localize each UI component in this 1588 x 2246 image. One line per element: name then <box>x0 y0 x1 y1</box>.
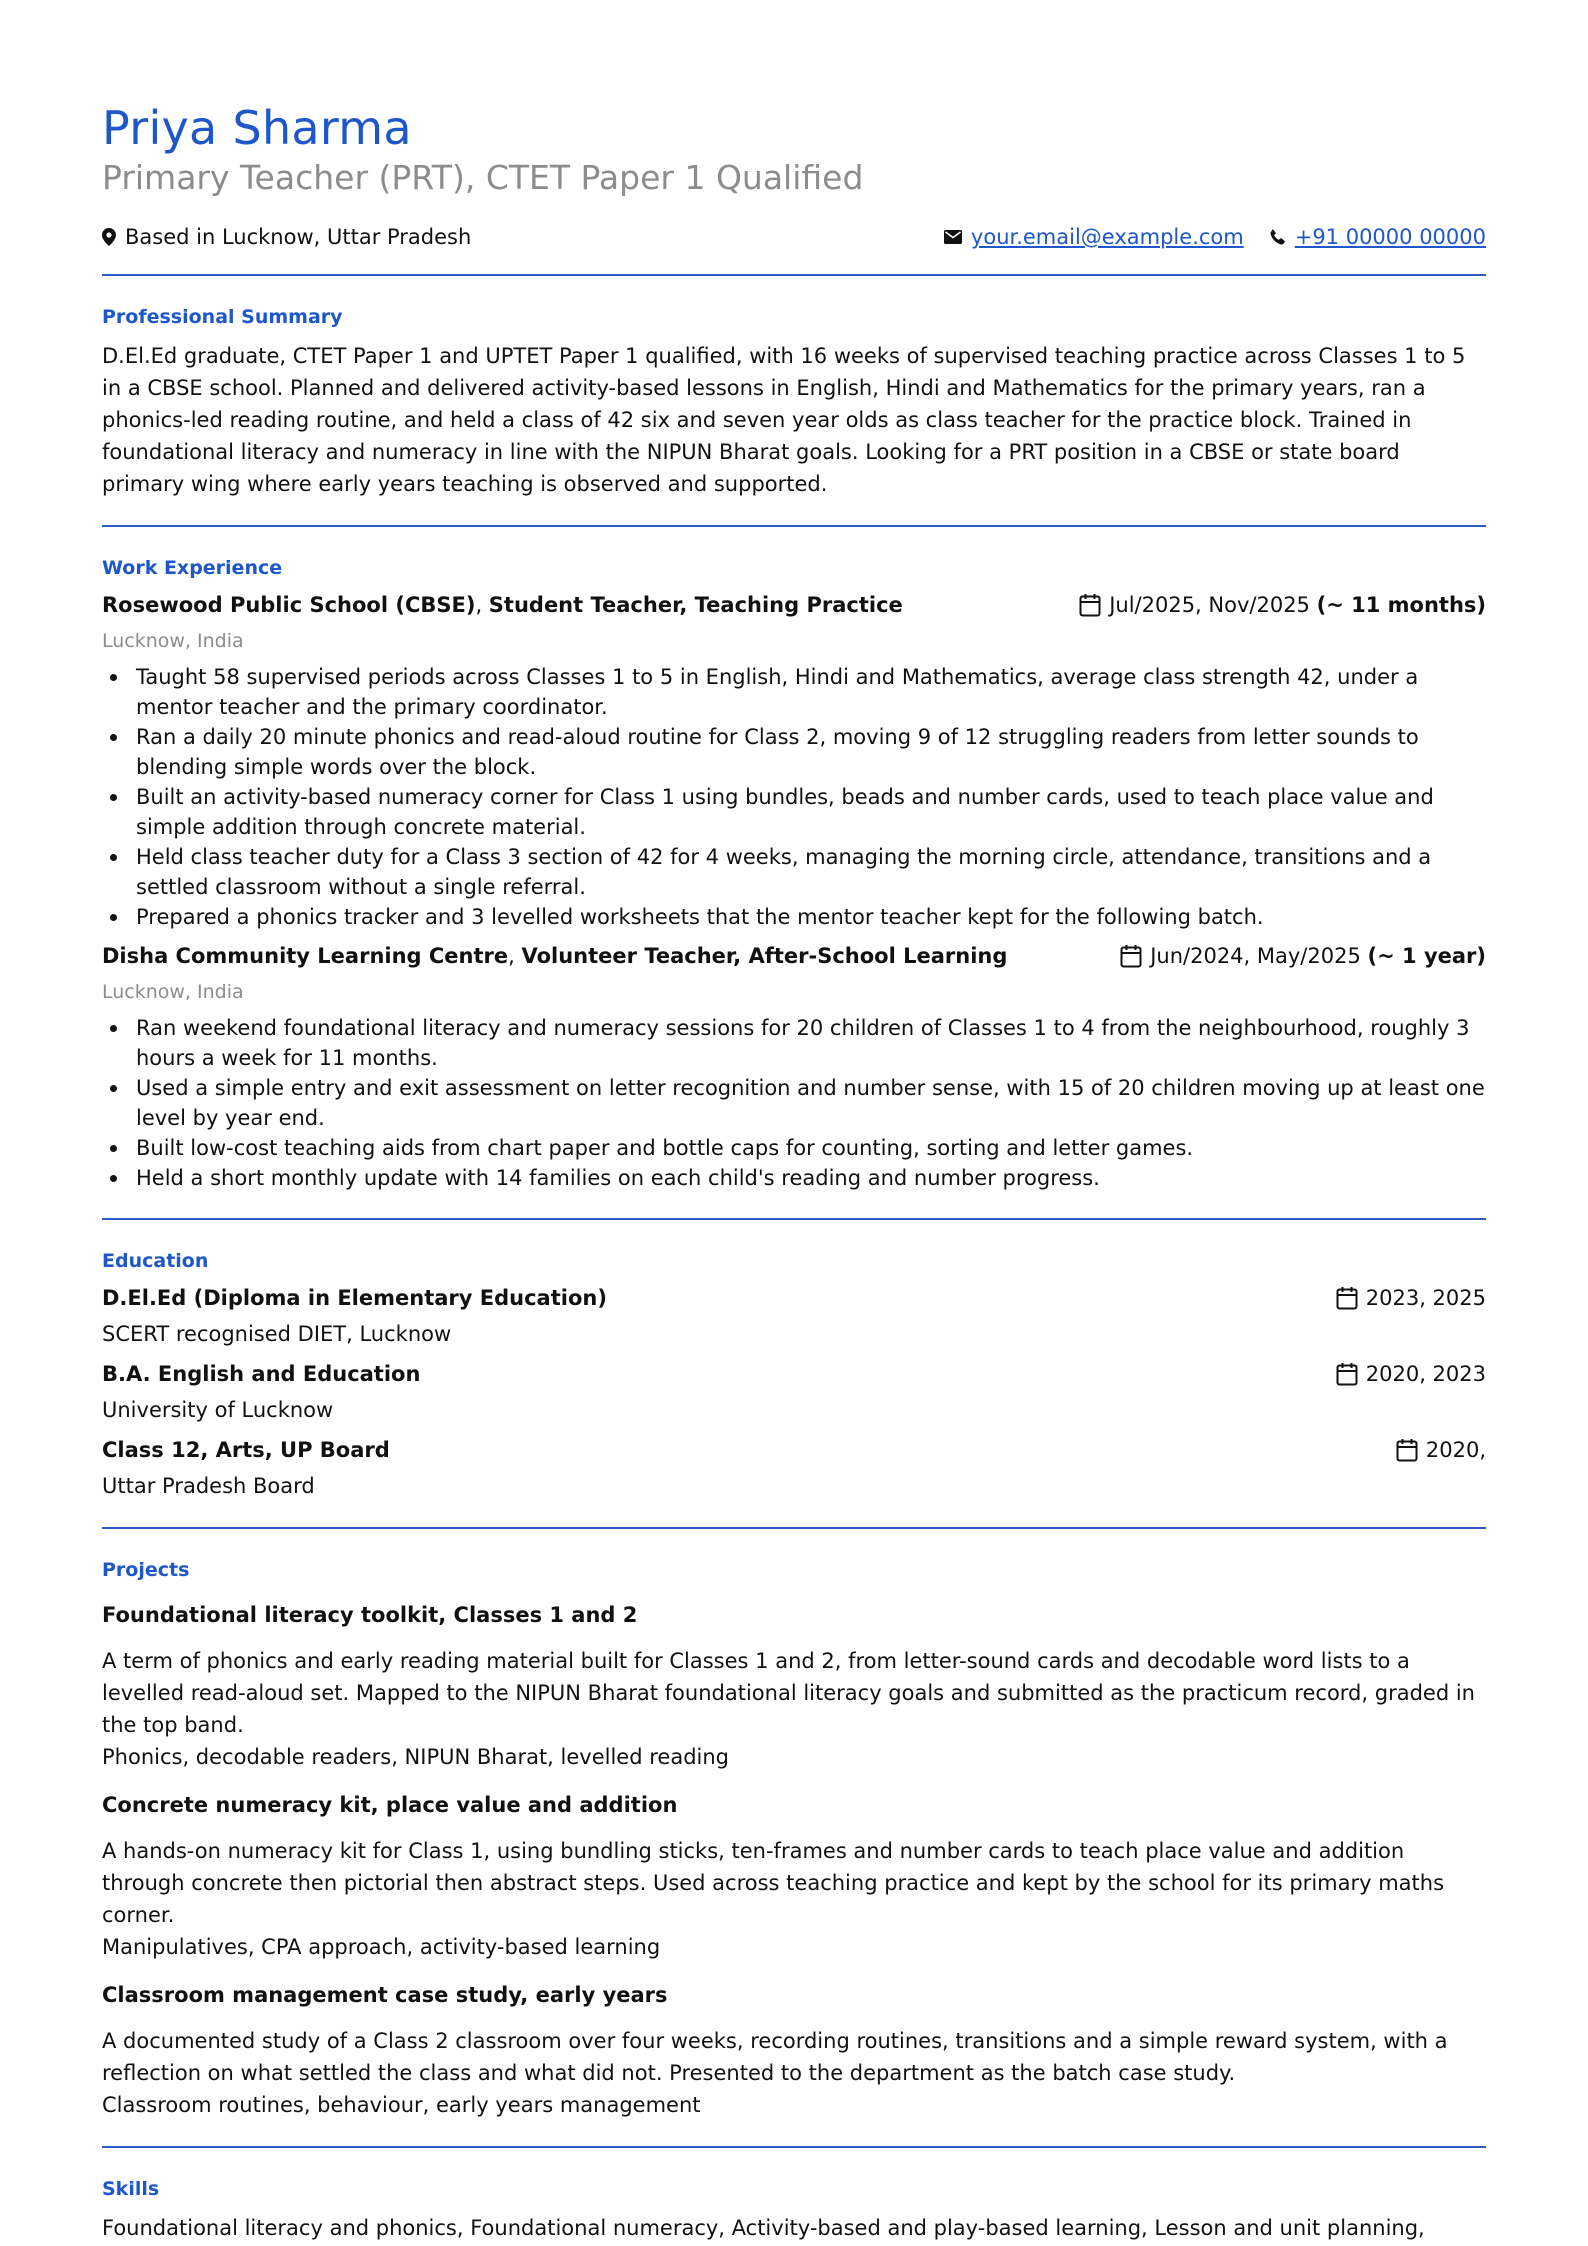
job-header: Disha Community Learning Centre, Volunteer Teacher, After-School Learning Jun/2024, May/2025 (~ 1 year) <box>102 940 1486 972</box>
education-header <box>102 1282 1486 1314</box>
degree-name: Class 12, Arts, UP Board <box>102 1438 390 1462</box>
candidate-name: Priya Sharma <box>102 101 412 155</box>
email-contact[interactable] <box>944 225 1244 249</box>
section-divider <box>102 525 1486 527</box>
experience-heading: Work Experience <box>102 557 283 579</box>
education-entry <box>102 1434 1486 1502</box>
date-range: 2023, 2025 <box>1365 1286 1486 1310</box>
bullet-item: Taught 58 supervised periods across Classes 1 to 5 in English, Hindi and Mathematics, average class strength 42, under a mentor teacher and the primary coordinator. <box>102 662 1486 722</box>
bullet-item: Built low-cost teaching aids from chart paper and bottle caps for counting, sorting and letter games. <box>102 1133 1486 1163</box>
duration: (~ 1 year) <box>1367 944 1486 968</box>
date-range: 2020, <box>1425 1438 1486 1462</box>
summary-text: D.El.Ed graduate, CTET Paper 1 and UPTET Paper 1 qualified, with 16 weeks of supervised teaching practice across Classes 1 to 5 in a CBSE school. Planned and delivered activity-based lessons in English, Hindi and Mathematics for the primary years, ran a phonics-led reading routine, and held a class of 42 six and seven year olds as class teacher for the practice block. Trained in foundational literacy and numeracy in line with the NIPUN Bharat goals. Looking for a PRT position in a CBSE or state board primary wing where early years teaching is observed and supported. <box>102 344 1466 496</box>
calendar-icon <box>1079 593 1101 617</box>
project-tags: Phonics, decodable readers, NIPUN Bharat, levelled reading <box>102 1745 729 1769</box>
job-role: Student Teacher, Teaching Practice <box>488 593 903 617</box>
job-dates <box>1120 940 1486 972</box>
bullet-item: Built an activity-based numeracy corner for Class 1 using bundles, beads and number cards, used to teach place value and simple addition through concrete material. <box>102 782 1486 842</box>
section-divider <box>102 1527 1486 1529</box>
degree-name: D.El.Ed (Diploma in Elementary Education) <box>102 1286 607 1310</box>
institution-name: Uttar Pradesh Board <box>102 1474 315 1498</box>
project-description: A term of phonics and early reading material built for Classes 1 and 2, from letter-sound cards and decodable word lists to a levelled read-aloud set. Mapped to the NIPUN Bharat foundational literacy goals and submitted as the practicum record, graded in the top band. <box>102 1649 1475 1737</box>
institution-name: University of Lucknow <box>102 1398 334 1422</box>
project-entry <box>102 1599 1486 1773</box>
candidate-headline: Primary Teacher (PRT), CTET Paper 1 Qualified <box>102 158 864 197</box>
project-description: A hands-on numeracy kit for Class 1, using bundling sticks, ten-frames and number cards to teach place value and addition through concrete then pictorial then abstract steps. Used across teaching practice and kept by the school for its primary maths corner. <box>102 1839 1445 1927</box>
job-entry <box>102 940 1486 1193</box>
job-entry <box>102 589 1486 932</box>
job-header: Rosewood Public School (CBSE), Student Teacher, Teaching Practice Jul/2025, Nov/2025 (~ 11 months) <box>102 589 1486 621</box>
calendar-icon <box>1396 1438 1418 1462</box>
job-dates <box>1079 589 1486 621</box>
skills-heading: Skills <box>102 2178 160 2200</box>
education-dates <box>1336 1282 1486 1314</box>
phone-icon <box>1270 229 1286 245</box>
bullet-item: Ran weekend foundational literacy and numeracy sessions for 20 children of Classes 1 to 4 from the neighbourhood, roughly 3 hours a week for 11 months. <box>102 1013 1486 1073</box>
envelope-icon <box>944 230 962 244</box>
project-title: Foundational literacy toolkit, Classes 1 and 2 <box>102 1603 638 1627</box>
duration: (~ 11 months) <box>1316 593 1486 617</box>
job-location: Lucknow, India <box>102 630 244 652</box>
degree-name: B.A. English and Education <box>102 1362 421 1386</box>
bullet-item: Held class teacher duty for a Class 3 section of 42 for 4 weeks, managing the morning circle, attendance, transitions and a settled classroom without a single referral. <box>102 842 1486 902</box>
project-tags: Classroom routines, behaviour, early years management <box>102 2093 701 2117</box>
bullet-item: Prepared a phonics tracker and 3 levelled worksheets that the mentor teacher kept for the following batch. <box>102 902 1486 932</box>
job-bullets <box>102 1013 1486 1193</box>
section-divider <box>102 1218 1486 1220</box>
institution-name: SCERT recognised DIET, Lucknow <box>102 1322 452 1346</box>
job-location: Lucknow, India <box>102 981 244 1003</box>
bullet-item: Used a simple entry and exit assessment on letter recognition and number sense, with 15 of 20 children moving up at least one level by year end. <box>102 1073 1486 1133</box>
education-entry <box>102 1358 1486 1426</box>
location-contact <box>102 225 471 249</box>
project-description: A documented study of a Class 2 classroom over four weeks, recording routines, transitions and a simple reward system, with a reflection on what settled the class and what did not. Presented to the department as the batch case study. <box>102 2029 1448 2085</box>
projects-heading: Projects <box>102 1559 190 1581</box>
education-entry <box>102 1282 1486 1350</box>
job-organisation: Disha Community Learning Centre <box>102 944 509 968</box>
education-header <box>102 1358 1486 1390</box>
summary-heading: Professional Summary <box>102 306 343 328</box>
phone-contact[interactable] <box>1270 225 1486 249</box>
calendar-icon <box>1336 1362 1358 1386</box>
bullet-item: Ran a daily 20 minute phonics and read-aloud routine for Class 2, moving 9 of 12 struggling readers from letter sounds to blending simple words over the block. <box>102 722 1486 782</box>
project-title: Classroom management case study, early years <box>102 1983 668 2007</box>
project-title: Concrete numeracy kit, place value and addition <box>102 1793 678 1817</box>
job-bullets <box>102 662 1486 932</box>
bullet-item: Held a short monthly update with 14 families on each child's reading and number progress. <box>102 1163 1486 1193</box>
date-range: Jun/2024, May/2025 <box>1150 944 1361 968</box>
section-divider <box>102 2146 1486 2148</box>
date-range: Jul/2025, Nov/2025 <box>1109 593 1310 617</box>
email-link[interactable]: your.email@example.com <box>970 225 1244 249</box>
section-divider <box>102 274 1486 276</box>
project-entry <box>102 1789 1486 1963</box>
map-pin-icon <box>102 228 116 246</box>
education-dates <box>1336 1358 1486 1390</box>
date-range: 2020, 2023 <box>1365 1362 1486 1386</box>
education-header <box>102 1434 1486 1466</box>
education-dates <box>1396 1434 1486 1466</box>
location-text: Based in Lucknow, Uttar Pradesh <box>125 225 472 249</box>
education-heading: Education <box>102 1250 209 1272</box>
project-entry <box>102 1979 1486 2121</box>
calendar-icon <box>1336 1286 1358 1310</box>
job-role: Volunteer Teacher, After-School Learning <box>521 944 1008 968</box>
skills-list: Foundational literacy and phonics, Foundational numeracy, Activity-based and play-based learning, Lesson and unit planning, <box>102 2216 1425 2240</box>
calendar-icon <box>1120 944 1142 968</box>
job-organisation: Rosewood Public School (CBSE) <box>102 593 476 617</box>
phone-link[interactable]: +91 00000 00000 <box>1294 225 1486 249</box>
contact-bar <box>102 220 1486 254</box>
project-tags: Manipulatives, CPA approach, activity-based learning <box>102 1935 661 1959</box>
